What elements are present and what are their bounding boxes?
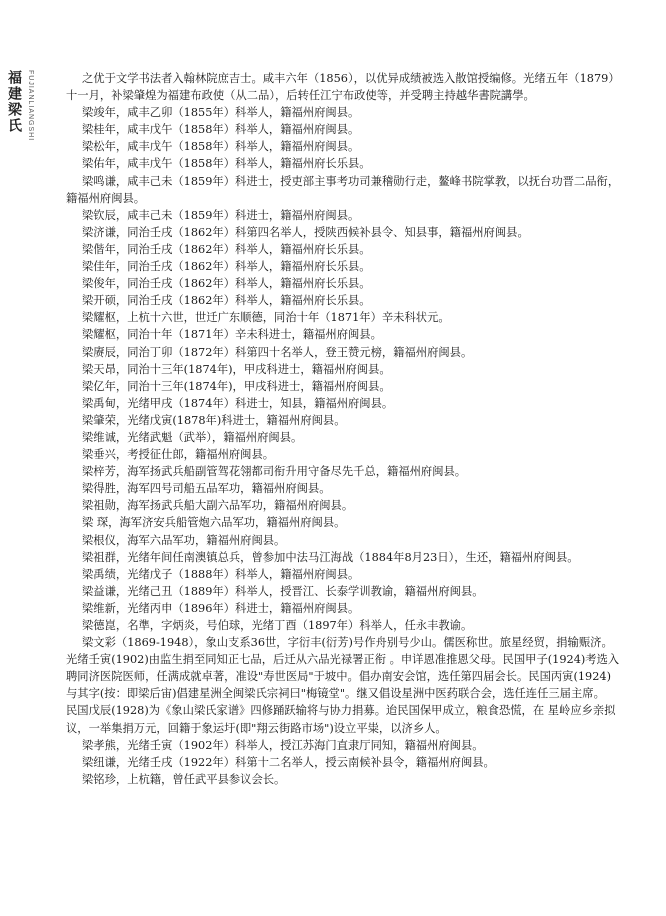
text-line: 梁梓芳，海军扬武兵船副管驾花翎都司衔升用守备尽先千总，籍福州府闽县。 (82, 465, 467, 479)
text-line: 梁松年，咸丰戊午（1858年）科举人，籍福州府闽县。 (82, 140, 360, 154)
text-line: 籍福州府闽县。 (66, 191, 146, 205)
text-line: 梁禹绩，光绪戊子（1888年）科举人，籍福州府闽县。 (82, 567, 360, 581)
text-line: 与其字(按：即梁后宙)倡建星洲全闽梁氏宗祠曰"梅镜堂"。继又倡设星洲中医药联合会，选任连任三届主席。 (66, 687, 605, 701)
text-line: 梁开硕，同治壬戌（1862年）科举人，籍福州府长乐县。 (82, 294, 371, 308)
spine-title: 福建梁氏 (6, 70, 22, 134)
spine-header (4, 70, 34, 141)
text-line: 梁俊年，同治壬戌（1862年）科举人，籍福州府长乐县。 (82, 277, 371, 291)
text-line: 梁垂兴，考授征仕郎，籍福州府闽县。 (82, 448, 275, 462)
text-line: 梁佑年，咸丰戊午（1858年）科举人，籍福州府长乐县。 (82, 157, 371, 171)
text-line: 梁德崑，名準，字炳炎，号伯球，光绪丁酉（1897年）科举人，任永丰教谕。 (82, 619, 473, 632)
text-line: 梁根仪，海军六品军功，籍福州府闽县。 (82, 533, 286, 547)
text-line: 梁鸣谦，咸丰己未（1859年）科进士，授吏部主事考功司兼稽勋行走，鳌峰书院掌教，以抚台功晋二品衔， (82, 174, 620, 188)
text-line: 梁亿年，同治十三年(1874年)，甲戌科进士，籍福州府闽县。 (82, 379, 391, 393)
text-line: 梁济谦，同治壬戌（1862年）科第四名举人，授陕西候补县令、知县事，籍福州府闽县。 (82, 225, 529, 239)
text-line: 聘同济医院医师，任满成就卓著，准设"寿世医局"于坡中。倡办南安会馆，选任第四届会长。民国丙寅(1924) (66, 670, 612, 684)
text-line: 梁祖勋，海军扬武兵船大副六品军功，籍福州府闽县。 (82, 499, 354, 513)
text-line: 民国戊辰(1928)为《象山梁氏家谱》四修踊跃输将与协力捐募。迨民国保甲成立，粮食恐慌，在 星岭应乡亲拟 (66, 704, 616, 718)
text-line: 梁天昂，同治十三年(1874年)，甲戌科进士，籍福州府闽县。 (82, 362, 391, 376)
text-line: 梁耀枢，上杭十六世，世迁广东顺德，同治十年（1871年）辛未科状元。 (82, 311, 450, 325)
text-line: 梁维新，光绪丙申（1896年）科进士，籍福州府闽县。 (82, 601, 360, 615)
text-line: 梁耀枢，同治十年（1871年）辛未科进士，籍福州府闽县。 (82, 328, 382, 342)
text-line: 梁偕年，同治壬戌（1862年）科举人，籍福州府长乐县。 (82, 242, 371, 256)
text-line: 十一月，补梁肇煌为福建布政使（从二品），后转任江宁布政使等，并受聘主持越华書院講學。 (66, 89, 535, 103)
text-line: 梁 琛，海军济安兵船管炮六品军功，籍福州府闽县。 (82, 516, 346, 530)
text-line: 梁桂年，咸丰戊午（1858年）科举人，籍福州府闽县。 (82, 123, 360, 137)
text-line: 梁佳年，同治壬戌（1862年）科举人，籍福州府长乐县。 (82, 260, 371, 274)
text-line: 梁祖群，光绪年间任南澳镇总兵，曾参加中法马江海战（1884年8月23日），生还，籍福州府闽县。 (82, 550, 579, 564)
text-line: 之优于文学书法者入翰林院庶吉士。咸丰六年（1856），以优异成绩被选入散馆授编修。光绪五年（1879） (82, 72, 620, 85)
text-line: 梁禹甸，光绪甲戌（1874年）科进士，知县，籍福州府闽县。 (82, 396, 394, 410)
document-body (66, 70, 626, 788)
spine-subtitle: FUJIANLIANGSHI (27, 70, 34, 142)
text-line: 梁纽谦，光绪壬戌（1922年）科第十二名举人，授云南候补县令，籍福州府闽县。 (82, 755, 495, 769)
text-line: 梁孝熊，光绪壬寅（1902年）科举人，授江苏海门直隶厅同知，籍福州府闽县。 (82, 738, 484, 752)
text-line: 光绪壬寅(1902)由监生捐至同知正七品，后迁从六品光禄署正衔 。申详恩准推恩父母。民国甲子(1924)考选入 (66, 653, 620, 667)
text-line: 议，一举集捐万元，回籍于象运圩(即"翔云街路市场")设立平粜，以济乡人。 (66, 721, 447, 735)
text-line: 梁竣年，咸丰乙卯（1855年）科举人，籍福州府闽县。 (82, 106, 360, 120)
text-line: 梁维诚，光绪武魁（武举），籍福州府闽县。 (82, 430, 303, 444)
text-line: 梁肇荣，光绪戊寅(1878年)科进士，籍福州府闽县。 (82, 413, 346, 427)
text-line: 梁益谦，光绪己丑（1889年）科举人，授晋江、长泰学训教谕，籍福州府闽县。 (82, 584, 484, 598)
text-line: 梁得胜，海军四号司船五品军功，籍福州府闽县。 (82, 482, 331, 496)
text-line: 梁钦辰，咸丰己未（1859年）科进士，籍福州府闽县。 (82, 208, 360, 222)
text-line: 梁赓辰，同治丁卯（1872年）科第四十名举人，登王赞元榜，籍福州府闽县。 (82, 345, 473, 359)
text-line: 梁文彩（1869-1948），象山支系36世，字衍丰(衍芳)号作舟别号少山。儒医称世。旅星经贸，捐输赈济。 (82, 636, 613, 650)
text-line: 梁铭珍，上杭籍，曾任武平县参议会长。 (82, 772, 286, 786)
